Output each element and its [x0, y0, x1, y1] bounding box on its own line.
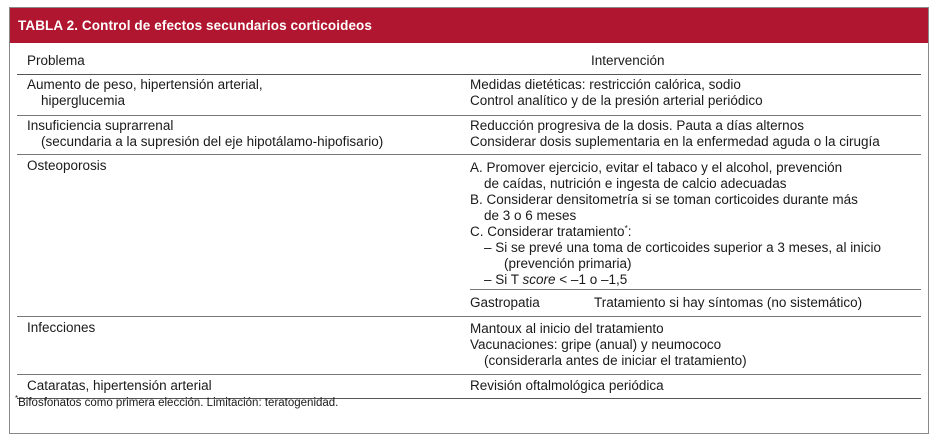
row-2-intervention: Reducción progresiva de la dosis. Pauta a días alternos Considerar dosis suplementaria en la enfermedad aguda o la cirugía: [470, 118, 880, 149]
row-3-intervention: A. Promover ejercicio, evitar el tabaco y el alcohol, prevención de caídas, nutrición e ingesta de calcio adecuadas B. Considerar densitometría si se toman corticoides durante más de 3 o 6 meses C. Considerar tratamiento*: – Si se prevé una toma de corticoides superior a 3 meses, al inicio (prevención primaria) – Si T score < –1 o –1,5: [470, 160, 881, 287]
row-4-intervention: Tratamiento si hay síntomas (no sistemático): [594, 295, 863, 310]
footnote: *Bifosfonatos como primera elección. Limitación: teratogenidad.: [15, 394, 339, 409]
row-1-intervention: Medidas dietéticas: restricción calórica, sodio Control analítico y de la presión arterial periódico: [470, 77, 763, 108]
table-frame: [9, 7, 929, 434]
table-title: TABLA 2. Control de efectos secundarios corticoideos: [10, 8, 928, 43]
header-divider: [17, 74, 921, 75]
sub-row-divider: [470, 289, 921, 290]
row-1-problem: Aumento de peso, hipertensión arterial, hiperglucemia: [27, 77, 263, 108]
row-6-problem: Cataratas, hipertensión arterial: [27, 378, 212, 393]
header-problem: Problema: [27, 53, 85, 68]
row-divider: [17, 316, 921, 317]
header-intervention: Intervención: [591, 53, 665, 68]
row-4-problem: Gastropatia: [470, 295, 540, 310]
row-6-intervention: Revisión oftalmológica periódica: [470, 378, 664, 393]
row-2-problem: Insuficiencia suprarrenal (secundaria a la supresión del eje hipotálamo-hipofisario): [27, 118, 384, 149]
row-3-problem: Osteoporosis: [27, 158, 107, 173]
row-5-intervention: Mantoux al inicio del tratamiento Vacunaciones: gripe (anual) y neumococo (considerarla antes de iniciar el tratamiento): [470, 321, 747, 368]
row-divider: [17, 115, 921, 116]
row-5-problem: Infecciones: [27, 320, 96, 335]
row-divider: [17, 154, 921, 155]
row-divider: [17, 374, 921, 375]
